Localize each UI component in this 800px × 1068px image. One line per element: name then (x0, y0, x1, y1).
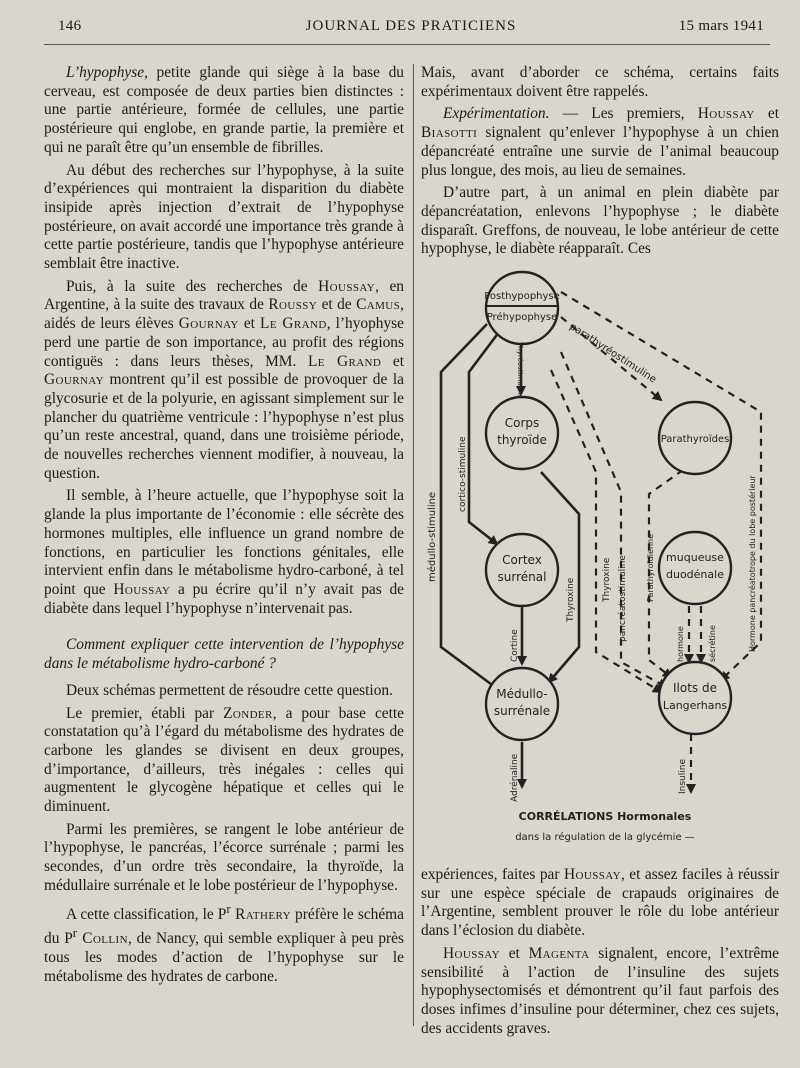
label-pancreatostimuline: pancréatostimuline (618, 555, 628, 642)
node-ilots-label-1: Ilots de (673, 681, 717, 695)
paragraph-houssay-research (44, 278, 404, 484)
text-run: , aidés de leurs élèves (44, 296, 404, 333)
arrow-pancreatostimuline (561, 352, 666, 687)
author-camus: Camus (356, 296, 401, 314)
author-le-grand: Le Grand (260, 315, 327, 333)
section-subheading: Comment expliquer cette intervention de l’hypophyse dans le métabolisme hydro-carboné ? (44, 636, 404, 673)
label-cortine: Cortine (510, 629, 520, 662)
node-prehypophyse-label: Préhypophyse (486, 312, 558, 323)
hormonal-correlations-diagram (421, 262, 779, 852)
header-rule (44, 44, 770, 45)
left-column (44, 64, 404, 991)
paragraph-before-schema: Mais, avant d’aborder ce schéma, certains faits expérimentaux doivent être rappelés. (421, 64, 779, 100)
diagram-caption-title: CORRÉLATIONS Hormonales (518, 810, 692, 823)
text-run: et (238, 315, 261, 333)
label-thyroxine-medullo: Thyroxine (566, 577, 576, 622)
text-run: a pu écrire qu’il n’y avait pas de diabète dans lequel l’hypophyse n’intervenait pas. (44, 580, 405, 617)
text-run: et (754, 105, 779, 123)
right-column-top (421, 64, 779, 263)
author-rathery: Rathery (230, 905, 291, 923)
node-muqueuse (659, 532, 731, 604)
superscript: r (72, 926, 78, 941)
page-header (58, 18, 764, 42)
text-run: expériences, faites par (421, 866, 565, 883)
author-roussy: Roussy (268, 296, 318, 314)
text-run: Puis, à la suite des recherches de (66, 277, 319, 295)
node-hypophyse (484, 272, 560, 344)
dashed-arrows (551, 292, 761, 792)
label-thyreostimuline: Thyréostimuline (516, 342, 524, 399)
label-adrenaline: Adrénaline (510, 753, 520, 802)
author-houssay: Houssay (318, 277, 376, 295)
lead-term: Expérimentation. (443, 105, 550, 123)
label-hormone-pancreatotrope: Hormone pancréatotrope du lobe postérieur (748, 475, 757, 652)
text-run: , en Argentine, à la suite des travaux de (44, 277, 404, 314)
right-column-bottom (421, 866, 779, 1042)
node-ilots (659, 662, 731, 734)
paragraph-experiments-toads (421, 866, 779, 941)
author-gournay: Gournay (44, 371, 104, 389)
text-run: montrent qu’il est possible de provoquer de la glycosurie et de la polyurie, en agissant simplement sur le plancher du quatrième ventricule : l’hypophyse n’est plus qu’un reste ancestral, quand, dans une troisième période, de nouvelles recherches viennent modifier, à nouveau, la question. (44, 371, 404, 482)
label-insuline: Insuline (678, 759, 688, 794)
text-run: , et assez faciles à réussir sur une espèce spéciale de crapauds originaires de l’Argentine, semblent prouver le rôle du lobe antérieur dans l’éclosion du diabète. (421, 866, 779, 940)
node-medullo-label-2: surrénale (493, 704, 551, 718)
text-run: Le premier, établi par (66, 704, 224, 722)
text-run: et de (317, 296, 357, 314)
node-medullo (486, 668, 558, 740)
column-divider (413, 64, 414, 1026)
node-thyroid-label-2: thyroïde (497, 433, 547, 447)
node-muqueuse-label-2: duodénale (666, 568, 724, 581)
diagram-caption-subtitle: dans la régulation de la glycémie — (515, 832, 695, 843)
text-run: et (381, 352, 404, 370)
paragraph-depancreatation: D’autre part, à un animal en plein diabète par dépancréatation, enlevons l’hypophyse ; le diabète disparaît. Greffons, de nouveau, le lobe antérieur de cette hypophyse, le diabète réapparaît. Ces (421, 184, 779, 258)
text-run: — Les premiers, (549, 105, 698, 123)
text-run: , l’hyophyse perd une partie de son importance, au profit des régions contiguës : dans leurs thèses, MM. (44, 315, 404, 370)
author-le-grand: Le Grand (307, 352, 382, 370)
author-collin: Collin (77, 930, 128, 948)
node-cortex-label-2: surrénal (497, 570, 547, 584)
paragraph-insulin-sensitivity (421, 945, 779, 1039)
text-run: Il semble, à l’heure actuelle, que l’hypophyse soit la glande la plus importante de l’économie : elle sécrète des hormones multiples, elle influence un grand nombre de fonctions, en particulier les fonctions génitales, elle intervient enfin dans le métabolisme hydro-carboné, à tel point que (44, 487, 404, 598)
node-muqueuse-label-1: muqueuse (666, 551, 724, 564)
author-biasotti: Biasotti (421, 124, 478, 142)
author-gournay: Gournay (178, 315, 239, 333)
node-parathyroids (659, 402, 731, 474)
paragraph-two-schemas: Deux schémas permettent de résoudre cette question. (66, 681, 393, 699)
label-cortico-stimuline: cortico-stimuline (458, 436, 468, 512)
paragraph-hypophyse-intro (44, 64, 404, 158)
paragraph-collin-schema (44, 900, 404, 987)
node-thyroid (486, 397, 558, 469)
label-secretine: sécrétine (708, 625, 717, 662)
text-run: signalent, encore, l’extrême sensibilité à l’action de l’insuline des sujets hypophysectomisés et démontrent qu’il faut parfois des doses infimes d’insuline pour déterminer, chez ces sujets, des accidents graves. (421, 944, 779, 1037)
issue-date: 15 mars 1941 (678, 18, 764, 34)
superscript: r (226, 901, 231, 916)
label-thyroxine-ilots: Thyroxine (602, 557, 612, 602)
label-parathyreostimuline: parathyréostimuline (567, 321, 659, 386)
author-zonder: Zonder (223, 704, 273, 722)
author-houssay: Houssay (697, 105, 755, 123)
arrow-thyroxine-ilots (551, 370, 661, 692)
text-run: A cette classification, le P (66, 905, 227, 923)
text-run: signalent qu’enlever l’hypophyse à un chien dépancréaté entraîne une survie de l’animal beaucoup plus longue, des mois, au lieu de semaines. (421, 124, 779, 179)
author-houssay: Houssay (443, 944, 500, 962)
text-run: préfère le schéma du P (44, 905, 404, 948)
label-medullo-stimuline: médullo-stimuline (427, 491, 438, 582)
node-parathyroids-label: Parathyroïdes (660, 434, 730, 445)
author-magenta: Magenta (528, 944, 590, 962)
paragraph-text: petite glande qui siège à la base du cerveau, est composée de deux parties bien distinctes : une partie antérieure, formée de cellules, une partie postérieure qui englobe, en grande partie, la première et qui ne paraît être qu’un ensemble de fibrilles. (44, 64, 404, 156)
node-ilots-label-2: Langerhans (662, 699, 728, 712)
node-cortex-label-1: Cortex (502, 553, 542, 567)
page-number: 146 (58, 18, 82, 34)
node-medullo-label-1: Médullo- (496, 687, 548, 701)
text-run: , a pour base cette constatation qu’à l’égard du métabolisme des hydrates de carbone les glandes se divisent en deux groupes, d’importance, d’ailleurs, très inégales : celles qui augmentent le glycogène hépatique et celles qui le diminuent. (44, 704, 404, 816)
author-houssay: Houssay (113, 580, 171, 598)
journal-title: JOURNAL DES PRATICIENS (305, 18, 517, 34)
paragraph-zonder (44, 705, 404, 817)
paragraph-experimentation (421, 105, 779, 180)
author-houssay: Houssay (564, 866, 621, 883)
label-parathyroidienne: Parathyroïdienne (646, 533, 655, 602)
lead-term: L’hypophyse, (66, 64, 148, 81)
paragraph-current-view (44, 487, 404, 618)
node-cortex (486, 534, 558, 606)
label-hormone: hormone (676, 626, 685, 662)
node-thyroid-label-1: Corps (504, 416, 540, 430)
text-run: et (499, 944, 529, 962)
paragraph-early-research: Au début des recherches sur l’hypophyse, à la suite d’expériences qui montraient la disparition du diabète insipide après injection d’extrait de l’hypophyse postérieure, on avait accordé une importance très grande à cette partie postérieure, tandis que l’hypophyse antérieure semblait être inactive. (44, 161, 404, 273)
paragraph-glands-groups: Parmi les premières, se rangent le lobe antérieur de l’hypophyse, le pancréas, l’écorce surrénale ; parmi les secondes, d’un ordre très secondaire, la thyroïde, la médullaire surrénale et le lobe postérieur de l’hypophyse. (44, 820, 404, 894)
node-posthypophyse-label: Posthypophyse (484, 291, 560, 302)
text-run: , de Nancy, qui semble expliquer à peu près tous les modes d’action de l’hypophyse sur le métabolisme des hydrates de carbone. (44, 930, 404, 985)
